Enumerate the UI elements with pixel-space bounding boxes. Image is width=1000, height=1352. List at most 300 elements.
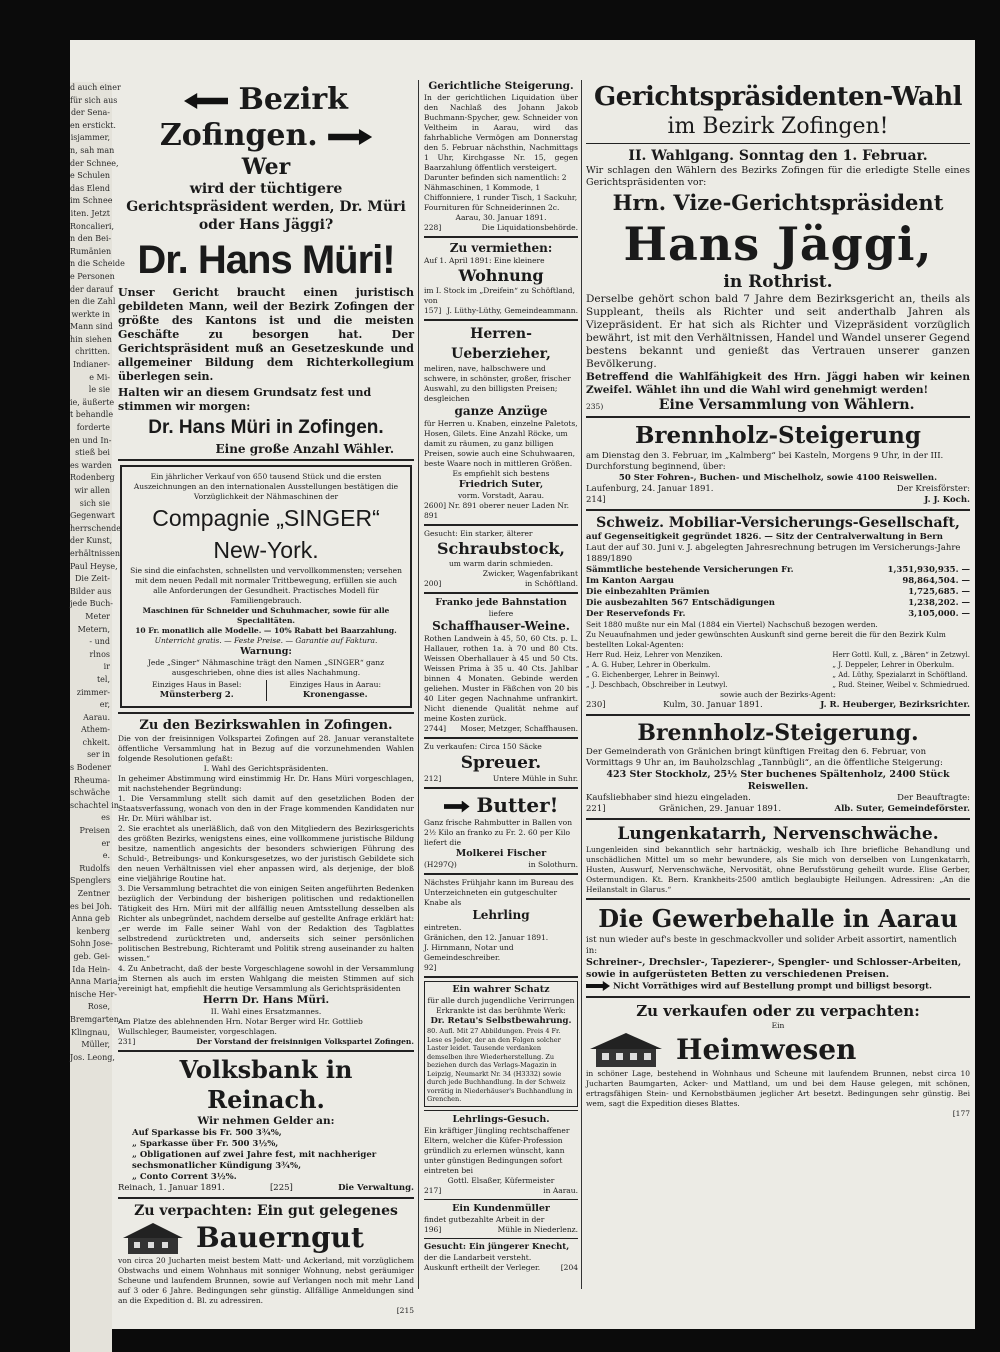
divider (424, 1199, 578, 1200)
ref-number: (H297Q) (424, 860, 457, 869)
strip-line: en die Zahl (70, 297, 116, 307)
lehrlingsgesuch-title: Lehrlings-Gesuch. (452, 1113, 550, 1125)
vermiethen-name: Wohnung (458, 266, 544, 285)
wahl-text: Derselbe gehört schon bald 7 Jahre dem Bezirksgericht an, theils als Suppleant, theils als Richter und seit anderthalb Jahren als Vizepräsident. Er hat sich als Richter und Vizepräsident vorzüglich bewährt, ist mit den Verhältnissen, Handel und Wandel unserer Gegend bestens bekannt und genießt das Vertrauen unserer ganzen Bevölkerung. (586, 293, 970, 370)
spreuer-name: Spreuer. (460, 753, 542, 773)
divider (586, 509, 970, 511)
strip-line: kenberg (76, 926, 110, 936)
brennholz2-role: Der Beauftragte: (897, 793, 970, 803)
divider (424, 737, 578, 739)
strip-line: werkte in (71, 309, 110, 319)
schatz-name: Dr. Retau's Selbstbewahrung. (430, 1016, 572, 1026)
strip-line: Rumänien (70, 246, 112, 256)
steigerung-footer (424, 223, 578, 233)
strip-line: Paul Heyse, (70, 561, 118, 571)
weine-title: Franko jede Bahnstation (435, 597, 567, 608)
pacht-header (118, 1220, 414, 1256)
ref-number: 196] (424, 1224, 442, 1234)
strip-line: Müller, (81, 1040, 110, 1050)
strip-line: herrschende (70, 523, 122, 533)
agent-entry: Herr Rud. Heiz, Lehrer von Menziken. (586, 651, 723, 659)
brennholz2-title: Brennholz-Steigerung. (637, 720, 919, 746)
strip-line: erhältnissen (70, 548, 121, 558)
ref-number: 217] (424, 1185, 442, 1195)
insurance-row-label: Die einbezahlten Prämien (586, 587, 710, 597)
brennholz2-row (586, 793, 970, 804)
lehrling-text: eintreten. (424, 923, 462, 932)
strip-line: der Sena- (70, 108, 110, 118)
divider (424, 236, 578, 238)
divider (586, 416, 970, 418)
ueberzieher-text: für Herren u. Knaben, einzelne Paletots, Hosen, Gilets. Eine Anzahl Röcke, um damit zu räumen, zu ganz billigen Preisen, sowie auch eine Schuhwaaren, beste Waare noch in mittleren Größen. (424, 419, 578, 468)
divider (424, 976, 578, 978)
weine-text: Rothen Landwein à 45, 50, 60 Cts. p. L. Hallauer, rothen 1a. à 70 und 80 Cts. Weissen Oberhallauer à 45 und 50 Cts. Weissen Prima à 35 u. 40 Cts. Jahlbar binnen 4 Monaten. Gebinde werden geliehen. Muster in Fäßchen von 20 bis 40 Liter gegen Nachnahme unfrankirt. Nicht dienende Qualität nehme auf meine Kosten zurück. (424, 634, 578, 723)
strip-line: geb. Gei- (73, 951, 110, 961)
strip-line: Roncalieri, (70, 221, 115, 231)
insurance-row-value: 1,238,202. — (908, 598, 970, 608)
wahlen-text: In geheimer Abstimmung wird einstimmig Hr. Dr. Hans Müri vorgeschlagen, mit nachstehender Begründung: (118, 774, 414, 793)
brennholz2-text: Der Gemeinderath von Gränichen bringt künftigen Freitag den 6. Februar, von Vormittags 9 Uhr an, im Bauholzschlag „Tannbügli“, an die öffentliche Steigerung: (586, 747, 943, 768)
steigerung-place: Aarau, 30. Januar 1891. (455, 213, 547, 222)
lehrlingsgesuch-footer (424, 1186, 578, 1196)
steigerung-title: Gerichtliche Steigerung. (428, 80, 574, 92)
strip-line: le sie (88, 385, 110, 395)
strip-line: hin siehen (70, 334, 112, 344)
strip-line: chritten. (75, 347, 110, 357)
insurance-row-value: 3,105,000. — (908, 609, 970, 619)
butter-name: Butter! (476, 793, 559, 817)
brennholz-date-row (586, 484, 970, 495)
ref-number: 214] (586, 495, 606, 505)
lungenkatarrh-text: Lungenleiden sind bekanntlich sehr hartnäckig, weshalb ich Ihre briefliche Behandlung und unschädlichen Mittel um so mehr bewundere, als Sie mich von derselben von Lungenkatarrh, Husten, Auswurf, Nervenschwäche, Nervosität, ohne Berufsstörung geheilt wurde. Elise Gerber, Ostermundigen. Kt. Bern. Krankheits-2500 amtlich beglaubigte Heilungen. Adressiren: „An die Heilanstalt in Glarus.“ (586, 845, 970, 894)
election-heading (118, 82, 414, 154)
strip-line: es (101, 813, 110, 823)
strip-line: n, sah man (70, 145, 115, 155)
strip-line: forderte (76, 423, 110, 433)
strip-line: Indianer- (72, 360, 110, 370)
strip-line: e Mi- (89, 372, 110, 382)
divider (424, 592, 578, 594)
divider (118, 712, 414, 714)
ref-number: 157] (424, 306, 442, 315)
insurance-title: Schweiz. Mobiliar-Versicherungs-Gesellschaft, (596, 515, 960, 531)
brennholz2-sign: Alb. Suter, Gemeindeförster. (834, 804, 970, 814)
strip-line: Sohn Jose- (70, 939, 113, 949)
ref-number: [204 (560, 1262, 578, 1272)
insurance-text: sowie auch der Bezirks-Agent: (720, 690, 836, 699)
vermiethen-title: Zu vermiethen: (449, 241, 553, 255)
body-text: Unser Gericht braucht einen juristisch gebildeten Mann, weil der Bezirk Zofingen der größte des Kantons ist und die meisten Geschäfte zu besorgen hat. Der Gerichtspräsident muß an Gesetzeskunde und allgemeiner Bildung dem Richterkollegium überlegen sein. (118, 286, 414, 383)
strip-line: chkeit. (82, 737, 110, 747)
strip-line: für sich aus (70, 95, 118, 105)
aarau-label: Einziges Haus in Aarau: (289, 680, 382, 689)
pacht-title: Zu verpachten: Ein gut gelegenes (134, 1203, 398, 1219)
brennholz2-footer (586, 804, 970, 815)
lehrlingsgesuch-text: Ein kräftiger Jüngling rechtschaffener Eltern, welcher die Küfer-Profession gründlich zu erlernen wünscht, kann unter günstigen Bedingungen sofort eintreten bei (424, 1125, 570, 1175)
strip-line: Gegenwart (70, 511, 115, 521)
insurance-footer (586, 700, 970, 711)
bank-title: Volksbank in Reinach. (179, 1055, 353, 1114)
strip-line: Meter (85, 611, 110, 621)
brennholz-sign: J. J. Koch. (924, 495, 970, 505)
strip-line: en und In- (70, 435, 112, 445)
divider (586, 714, 970, 716)
strip-line: Jos. Leong, (70, 1052, 115, 1062)
ref-number: [215 (396, 1306, 414, 1315)
strip-line: wir allen (74, 486, 110, 495)
butter-sign: Molkerei Fischer (455, 848, 547, 859)
insurance-row (586, 598, 970, 609)
strip-line: Rose, (87, 1002, 110, 1012)
divider (586, 143, 970, 144)
strip-line: ie, äußerte (70, 397, 115, 407)
bank-rate-row: Auf Sparkasse bis Fr. 500 3¾%, (132, 1128, 282, 1138)
wahlen-text: 4. Zu Anbetracht, daß der beste Vorgeschlagene sowohl in der Versammlung im Sternen als auch im ersten Wahlgang die meisten Stimmen auf sich vereinigt hat, empfiehlt die heutige Versammlung als Gerichtspräsidenten (118, 964, 414, 993)
heimwesen-sub: Ein (771, 1020, 785, 1030)
vermiethen-sign: J. Lüthy-Lüthy, Gemeindeammann. (447, 306, 578, 315)
strip-line: Bremgarten, (70, 1014, 122, 1024)
agent-entry: „ A. G. Huber, Lehrer in Oberkulm. (586, 661, 711, 669)
pacht-text: von circa 20 Jucharten meist bestem Matt- und Ackerland, mit vorzüglichem Obstwachs und einem Wohnhaus mit sonniger Wohnung, nebst geräumiger Scheune und laufendem Brunnen, sowie auf Verlangen noch mit mehr Land auf 3 oder 6 Jahre. Bedingungen sehr günstig. Allfällige Anmeldungen sind an die Expedition d. Bl. zu adressiren. (118, 1256, 414, 1305)
insurance-row-value: 1,725,685. — (908, 587, 970, 597)
singer-addresses (128, 680, 404, 701)
strip-line: e Personen (70, 271, 115, 281)
question: wird der tüchtigere Gerichtspräsident werden, Dr. Müri oder Hans Jäggi? (126, 181, 406, 233)
ref-number: 221] (586, 804, 606, 814)
strip-line: Mann sind (70, 322, 113, 332)
strip-line: er, (99, 700, 110, 710)
strip-line: er (101, 838, 110, 848)
wahl-place: in Rothrist. (723, 272, 833, 292)
insurance-sub: auf Gegenseitigkeit gegründet 1826. — Sitz der Centralverwaltung in Bern (586, 532, 943, 542)
strip-line: tel, (96, 674, 110, 684)
divider (586, 996, 970, 998)
column-rule (418, 80, 419, 1289)
divider (424, 524, 578, 526)
vote-line: Dr. Hans Müri in Zofingen. (148, 417, 384, 438)
strip-line: e Schulen (70, 171, 110, 181)
farmhouse-icon (118, 1220, 188, 1256)
wahlen-sub: II. Wahl eines Ersatzmannes. (210, 1007, 322, 1016)
gewerbehalle-title: Die Gewerbehalle in Aarau (598, 904, 958, 933)
insurance-row (586, 565, 970, 576)
schraubstock-text: um warm darin schmieden. (448, 559, 554, 568)
column-rule (581, 80, 582, 1289)
bank-footer (118, 1183, 414, 1194)
bank-rates (118, 1128, 414, 1183)
wahl-footer (586, 397, 970, 413)
bank-rate-row: „ Obligationen auf zwei Jahre fest, mit nachheriger sechsmonatlicher Kündigung 3¾%, (132, 1150, 377, 1171)
strip-line: Aarau. (83, 712, 110, 722)
singer-text: Sie sind die einfachsten, schnellsten und vervollkommensten; versehen mit dem neuen Pedall mit normaler Trittbewegung, erfüllen sie auch alle Anforderungen der Gesundheit. Practisches Modell für Familiengebrauch. (130, 566, 402, 605)
gewerbehalle-text: ist nun wieder auf's beste in geschmackvoller und solider Arbeit assortirt, namentlich in: (586, 935, 957, 956)
ref-number: 2600] (424, 501, 447, 510)
column-3 (586, 80, 970, 1119)
left-page-strip (70, 82, 125, 1352)
strip-line: Die Zeit- (74, 574, 110, 584)
brennholz-footer (586, 495, 970, 506)
agents-right (832, 650, 970, 690)
insurance-row-label: Der Reservefonds Fr. (586, 609, 686, 619)
spreuer-text: Zu verkaufen: Circa 150 Säcke (424, 742, 542, 751)
heimwesen-name: Heimwesen (676, 1032, 857, 1066)
divider (424, 873, 578, 875)
ueberzieher-text: meliren, nave, halbschwere und schwere, in schönster, großer, frischer Auswahl, zu den billigsten Preisen; desgleichen (424, 364, 571, 403)
spreuer-footer (424, 774, 578, 784)
insurance-row-label: Die ausbezahlten 567 Entschädigungen (586, 598, 775, 608)
singer-intro: Ein jährlicher Verkauf von 650 tausend Stück und die ersten Auszeichnungen an den internationalen Ausstellungen bestätigen die Vorzüglichkeit der Nähmaschinen der (133, 472, 399, 501)
brennholz-items: 50 Ster Fohren-, Buchen- und Mischelholz, sowie 4100 Reiswellen. (618, 473, 938, 483)
lehrling-name: Lehrling (472, 908, 530, 922)
strip-line: schwäche (70, 788, 110, 798)
wahlen-text: 2. Sie erachtet als unerläßlich, daß von den Mitgliedern des Bezirksgerichts des größten Bezirks, wenigstens eines, eine vollkommene juristische Bildung besitze, namentlich angesichts der besonders schwierigen Führung des Schuld-, Betreibungs- und Konkursgesetzes, wo der juristisch Gebildete sich den neuen Verhältnissen viel eher anpassen wird, als derjenige, der bloß eine vieljährige Routine hat. (118, 824, 414, 883)
column-1 (118, 80, 414, 1316)
strip-line: Anna Maria, (70, 977, 121, 987)
knecht-text: der die Landarbeit versteht. (424, 1252, 532, 1262)
butter-header (424, 792, 578, 818)
ref-number: 228] (424, 223, 442, 232)
weine-sign: Moser, Metzger, Schaffhausen. (460, 724, 578, 733)
knecht-title: Gesucht: Ein jüngerer Knecht, (424, 1241, 570, 1252)
ref-number: 92] (424, 963, 437, 972)
divider (424, 787, 578, 789)
wahlen-footer (118, 1037, 414, 1047)
insurance-row-label: Im Kanton Aargau (586, 576, 674, 586)
basel-label: Einziges Haus in Basel: (152, 680, 242, 689)
strip-line: Bilder aus (70, 586, 112, 596)
divider (118, 1197, 414, 1199)
agents-left (586, 650, 728, 690)
vermiethen-text: im I. Stock im „Dreifein“ zu Schöftland, von (424, 286, 575, 305)
singer-line1: Maschinen für Schneider und Schuhmacher, sowie für alle Specialitäten. (142, 606, 390, 625)
insurance-text: Seit 1880 mußte nur ein Mal (1884 ein Viertel) Nachschuß bezogen werden. (586, 620, 878, 629)
ref-number: 230] (586, 700, 606, 710)
schraubstock-name: Schraubstock, (436, 539, 565, 558)
knecht-footer (424, 1263, 578, 1273)
insurance-row (586, 576, 970, 587)
singer-line3: Unterricht gratis. — Feste Preise. — Garantie auf Faktura. (154, 636, 378, 645)
brennholz2-date: Gränichen, 29. Januar 1891. (658, 804, 782, 814)
insurance-row-label: Sämmtliche bestehende Versicherungen Fr. (586, 565, 794, 575)
brennholz-date: Laufenburg, 24. Januar 1891. (586, 484, 714, 494)
lehrling-date: Gränichen, den 12. Januar 1891. (424, 933, 549, 942)
steigerung-text: Darunter befinden sich namentlich: 2 Nähmaschinen, 1 Kommode, 1 Chiffonniere, 1 runder Tisch, 1 Sackuhr, Fournituren für Schneiderinnen 2c. (424, 173, 578, 212)
ueberzieher-rec: Es empfiehlt sich bestens (452, 469, 550, 478)
strip-line: Ida Hein- (72, 964, 110, 974)
strip-line: isjammer, (70, 133, 110, 143)
weine-sub: liefere (488, 609, 514, 618)
brennholz-title: Brennholz-Steigerung (634, 422, 921, 449)
heimwesen-text: in schöner Lage, bestehend in Wohnhaus und Scheune mit laufendem Brunnen, nebst circa 10 Jucharten Baumgarten, Acker- und Mattland, um und bei dem Hause gelegen, mit schönen, ertragsfähigen Stein- und Kernobstbäumen jeglicher Art besetzt. Bedingungen sehr günstig. Bei wem, sagt die Expedition dieses Blattes. (586, 1068, 970, 1108)
pointing-hand-icon (184, 93, 228, 109)
insurance-date: Kulm, 30. Januar 1891. (663, 700, 763, 710)
agent-entry: „ Rud. Steiner, Weibel v. Schmiedrued. (832, 681, 970, 689)
strip-line: e. (102, 851, 110, 861)
divider (424, 1110, 578, 1111)
schatz-text: für alle durch jugendliche Verirrungen Erkrankte ist das berühmte Werk: (427, 996, 575, 1015)
wahlen-name: Herrn Dr. Hans Müri. (202, 994, 330, 1006)
strip-line: Anna geb (71, 914, 110, 924)
signature: Eine große Anzahl Wähler. (215, 442, 394, 456)
divider (424, 319, 578, 321)
weine-footer (424, 724, 578, 734)
strip-line: Spenglers (70, 876, 111, 886)
strip-line: es bei Joh. (70, 901, 113, 911)
heading-text: Bezirk Zofingen. (159, 82, 348, 153)
wahl-subtitle: im Bezirk Zofingen! (667, 114, 889, 139)
heimwesen-title: Zu verkaufen oder zu verpachten: (636, 1001, 920, 1020)
strip-line: iten. Jetzt (70, 208, 110, 218)
strip-line: es warden (70, 460, 112, 470)
strip-line: n die Scheide (70, 259, 125, 269)
pacht-name: Bauerngut (196, 1221, 364, 1254)
call-text: Halten wir an diesem Grundsatz fest und stimmen wir morgen: (118, 386, 372, 413)
strip-line: Preisen (79, 826, 110, 836)
lehrling-sign: J. Hirnmann, Notar und Gemeindeschreiber. (424, 943, 514, 962)
divider (118, 1050, 414, 1052)
insurance-row-value: 98,864,504. — (902, 576, 970, 586)
strip-line: der Kunst, (70, 536, 113, 546)
strip-line: Athem- (80, 725, 110, 735)
strip-line: Rodenberg (70, 473, 115, 483)
kundenmueller-title: Ein Kundenmüller (452, 1202, 550, 1214)
basel-address: Münsterberg 2. (159, 690, 234, 700)
strip-line: Metern, (77, 624, 110, 634)
pointing-hand-icon (328, 129, 372, 145)
strip-line: sich sie (79, 498, 110, 508)
heimwesen-header (586, 1031, 970, 1069)
butter-footer (424, 860, 578, 870)
gewerbehalle-note: Nicht Vorräthiges wird auf Bestellung prompt und billigst besorgt. (612, 981, 933, 992)
schatz-title: Ein wahrer Schatz (452, 984, 550, 995)
question-word: Wer (241, 154, 291, 180)
strip-line: ir (103, 662, 110, 672)
wahl-hrn: Hrn. Vize-Gerichtspräsident (612, 190, 944, 215)
ref-number: [177 (952, 1108, 970, 1118)
kundenmueller-sign: Mühle in Niederlenz. (497, 1224, 578, 1234)
schraubstock-footer (424, 579, 578, 589)
insurance-figures (586, 565, 970, 620)
bank-sign: Die Verwaltung. (338, 1183, 414, 1193)
candidate-name: Dr. Hans Müri! (137, 238, 395, 282)
wahlen-text: 1. Die Versammlung stellt sich damit auf den gesetzlichen Boden der Staatsverfassung, wonach von den in der Frage kommenden Kandidaten nur Hr. Dr. Müri wählbar ist. (118, 794, 414, 823)
knecht-text: Auskunft ertheilt der Verleger. (424, 1262, 541, 1272)
lehrlingsgesuch-place: in Aarau. (543, 1185, 578, 1195)
ref-number: [225] (269, 1183, 293, 1193)
wahl-sign: Eine Versammlung von Wählern. (658, 397, 915, 413)
wahlen-sign: Der Vorstand der freisinnigen Volkspartei Zofingen. (196, 1037, 414, 1046)
ueberzieher-footer (424, 501, 578, 521)
schatz-advert (424, 981, 578, 1107)
strip-line: der Schnee, (70, 158, 119, 168)
brennholz-role: Der Kreisförster: (896, 484, 970, 494)
insurance-agents (586, 650, 970, 690)
agent-entry: „ J. Deppeler, Lehrer in Oberkulm. (832, 661, 955, 669)
strip-line: Zentner (77, 889, 110, 898)
strip-line: der darauf (70, 284, 113, 294)
bank-place: Reinach, 1. Januar 1891. (118, 1183, 225, 1193)
gewerbehalle-items: Schreiner-, Drechsler-, Tapezierer-, Spengler- und Schlosser-Arbeiten, sowie in aufgerüsteten Betten zu verschiedenen Preisen. (586, 957, 962, 980)
spreuer-sign: Untere Mühle in Suhr. (492, 774, 578, 783)
strip-line: en erstickt. (70, 120, 116, 130)
insurance-sign: J. R. Heuberger, Bezirksrichter. (820, 700, 970, 710)
strip-line: s Bodener (70, 763, 111, 773)
bank-rate-row: „ Conto Corrent 3½%. (132, 1172, 237, 1182)
divider (118, 459, 414, 461)
lungenkatarrh-title: Lungenkatarrh, Nervenschwäche. (617, 824, 939, 844)
ueberzieher-title: Herren-Ueberzieher, (451, 326, 551, 362)
insurance-row (586, 587, 970, 598)
butter-text: Ganz frische Rahmbutter in Ballen von 2½ Kilo an franko zu Fr. 2. 60 per Kilo liefert die (424, 818, 573, 847)
strip-line: Rudolfs (79, 863, 110, 873)
lehrling-text: Nächstes Frühjahr kann im Bureau des Unterzeichneten ein gutgeschulter Knabe als (424, 878, 574, 907)
ref-number: 235) (586, 402, 604, 411)
strip-line: nische Her- (70, 989, 117, 999)
strip-line: zimmer- (76, 687, 110, 697)
strip-line: Klingnau, (71, 1027, 110, 1037)
farmhouse-icon (586, 1031, 666, 1069)
divider (586, 898, 970, 900)
schraubstock-text: Gesucht: Ein starker, älterer (424, 529, 533, 538)
schraubstock-sign: Zwicker, Wagenfabrikant (482, 569, 578, 578)
agent-entry: Herr Gottl. Kull, z. „Bären“ in Zetzwyl. (832, 651, 970, 659)
wahlen-text: Die von der freisinnigen Volkspartei Zofingen auf 28. Januar veranstaltete öffentliche Versammlung hat in Bezug auf die vorzunehmenden Wahlen folgende Resolutionen gefaßt: (118, 734, 414, 763)
schatz-text: 80. Aufl. Mit 27 Abbildungen. Preis 4 Fr. Lese es Jeder, der an den Folgen solcher Laster leidet. Tausende verdanken demselben ihre Wiederherstellung. Zu beziehen durch das Verlags-Magazin in Leipzig, Neumarkt Nr. 34 (H3332) sowie durch jede Buchhandlung. In der Schweiz vorrätig in Niederhäuser's Buchhandlung in Grenchen. (427, 1027, 573, 1103)
wahlen-title: Zu den Bezirkswahlen in Zofingen. (139, 718, 393, 733)
singer-line2: 10 Fr. monatlich alle Modelle. — 10% Rabatt bei Baarzahlung. (135, 626, 397, 635)
singer-warning-title: Warnung: (240, 646, 292, 657)
gewerbehalle-note-row (586, 981, 970, 993)
ueberzieher-addr: vorm. Vorstadt, Aarau. (457, 491, 545, 500)
strip-line: d auch einer (70, 83, 121, 92)
weine-name: Schaffhauser-Weine. (432, 619, 570, 633)
butter-place: in Solothurn. (528, 860, 578, 869)
wahlen-sub: I. Wahl des Gerichtspräsidenten. (203, 764, 329, 773)
vermiethen-footer (424, 306, 578, 316)
brennholz-text: am Dienstag den 3. Februar, im „Kalmberg“ bei Kasteln, Morgens 9 Uhr, in der III. Durchforstung beginnend, über: (586, 451, 944, 472)
ref-number: 2744] (424, 724, 447, 733)
agent-entry: „ Ad. Lüthy, Spezialarzt in Schöftland. (832, 671, 968, 679)
strip-line: n den Bei- (70, 234, 112, 244)
strip-line: stieß bei (75, 448, 110, 458)
brennholz2-items: 423 Ster Stockholz, 25½ Ster buchenes Spältenholz, 2400 Stück Reiswellen. (606, 769, 950, 792)
strip-line: - und (89, 637, 110, 647)
lehrlingsgesuch-sign: Gottl. Elsaßer, Küfermeister (447, 1175, 555, 1185)
strip-line: jede Buch- (70, 599, 113, 609)
column-2 (424, 80, 578, 1273)
newspaper-page (70, 40, 975, 1329)
strip-line: das Elend (70, 183, 110, 193)
brennholz2-text: Kaufsliebhaber sind hiezu eingeladen. (586, 793, 751, 803)
bank-rate-row: „ Sparkasse über Fr. 500 3½%, (132, 1139, 279, 1149)
insurance-row (586, 609, 970, 620)
singer-name: Compagnie „SINGER“ New-York. (152, 505, 380, 563)
strip-line: ser in (87, 750, 110, 760)
insurance-text: Laut der auf 30. Juni v. J. abgelegten Jahresrechnung betrugen im Versicherungs-Jahre 1889/1890 (586, 543, 961, 564)
ueberzieher-addr2: Nr. 891 oberer neuer Laden Nr. 891 (424, 501, 570, 520)
singer-advert (120, 465, 412, 708)
kundenmueller-text: findet gutbezahlte Arbeit in der (424, 1214, 545, 1224)
pointing-hand-icon (586, 981, 610, 991)
wahl-title: Gerichtspräsidenten-Wahl (594, 82, 962, 112)
wahl-name: Hans Jäggi, (623, 217, 933, 271)
vermiethen-text: Auf 1. April 1891: Eine kleinere (424, 256, 545, 265)
agent-entry: „ G. Eichenberger, Lehrer in Beinwyl. (586, 671, 720, 679)
steigerung-sign: Die Liquidationsbehörde. (481, 223, 578, 232)
insurance-row-value: 1,351,930,935. — (887, 565, 970, 575)
divider (586, 818, 970, 820)
strip-line: t behandle (70, 410, 114, 420)
